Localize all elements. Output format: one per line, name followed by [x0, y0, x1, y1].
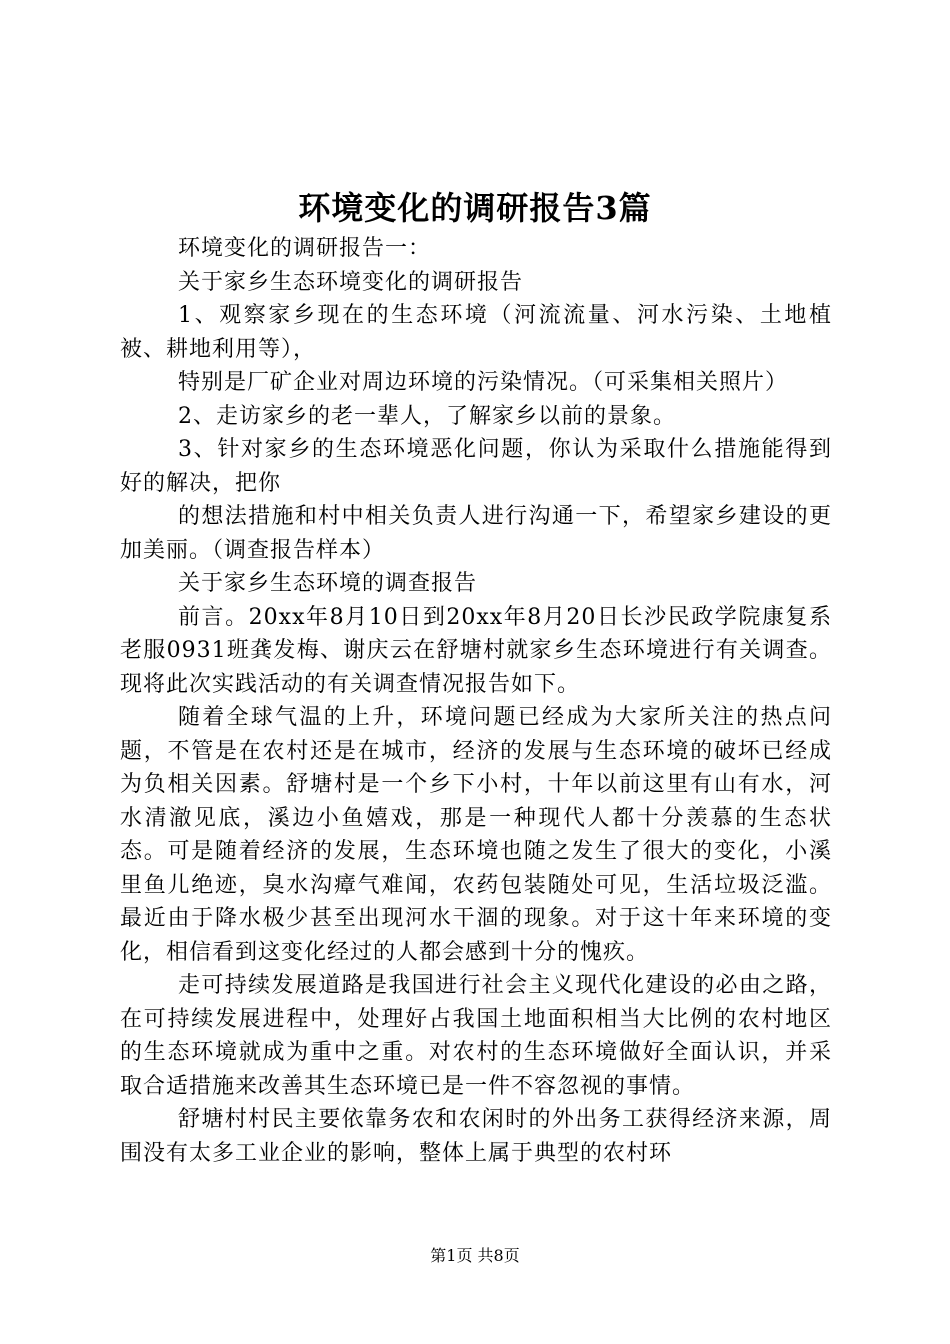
paragraph: 随着全球气温的上升，环境问题已经成为大家所关注的热点问题，不管是在农村还是在城市，经济的发展与生态环境的破坏已经成为负相关因素。舒塘村是一个乡下小村，十年以前这里有山有水，河水清澈见底，溪边小鱼嬉戏，那是一种现代人都十分羡慕的生态状态。可是随着经济的发展，生态环境也随之发生了很大的变化，小溪里鱼儿绝迹，臭水沟瘴气难闻，农药包装随处可见，生活垃圾泛滥。最近由于降水极少甚至出现河水干涸的现象。对于这十年来环境的变化，相信看到这变化经过的人都会感到十分的愧疚。 — [120, 705, 832, 965]
paragraph: 关于家乡生态环境变化的调研报告 — [178, 269, 524, 295]
paragraph: 3、针对家乡的生态环境恶化问题，你认为采取什么措施能得到好的解决，把你 — [120, 437, 832, 496]
page-footer: 第1页 共8页 — [430, 1246, 520, 1265]
paragraph: 舒塘村村民主要依靠务农和农闲时的外出务工获得经济来源，周围没有太多工业企业的影响，整体上属于典型的农村环 — [120, 1107, 832, 1166]
document-title: 环境变化的调研报告3篇 — [298, 189, 652, 227]
paragraph: 特别是厂矿企业对周边环境的污染情况。（可采集相关照片） — [178, 370, 789, 395]
paragraph: 的想法措施和村中相关负责人进行沟通一下，希望家乡建设的更加美丽。（调查报告样本） — [120, 504, 832, 563]
paragraph: 1、观察家乡现在的生态环境（河流流量、河水污染、土地植被、耕地利用等）， — [120, 303, 832, 362]
paragraph: 前言。20xx年8月10日到20xx年8月20日长沙民政学院康复系老服0931班龚发梅、谢庆云在舒塘村就家乡生态环境进行有关调查。现将此次实践活动的有关调查情况报告如下。 — [120, 604, 832, 697]
paragraph: 关于家乡生态环境的调查报告 — [178, 571, 478, 596]
document-body — [120, 232, 832, 1170]
paragraph: 2、走访家乡的老一辈人，了解家乡以前的景象。 — [178, 403, 676, 429]
paragraph: 走可持续发展道路是我国进行社会主义现代化建设的必由之路，在可持续发展进程中，处理好占我国土地面积相当大比例的农村地区的生态环境就成为重中之重。对农村的生态环境做好全面认识，并采取合适措施来改善其生态环境已是一件不容忽视的事情。 — [120, 973, 832, 1099]
paragraph: 环境变化的调研报告一： — [178, 236, 432, 261]
